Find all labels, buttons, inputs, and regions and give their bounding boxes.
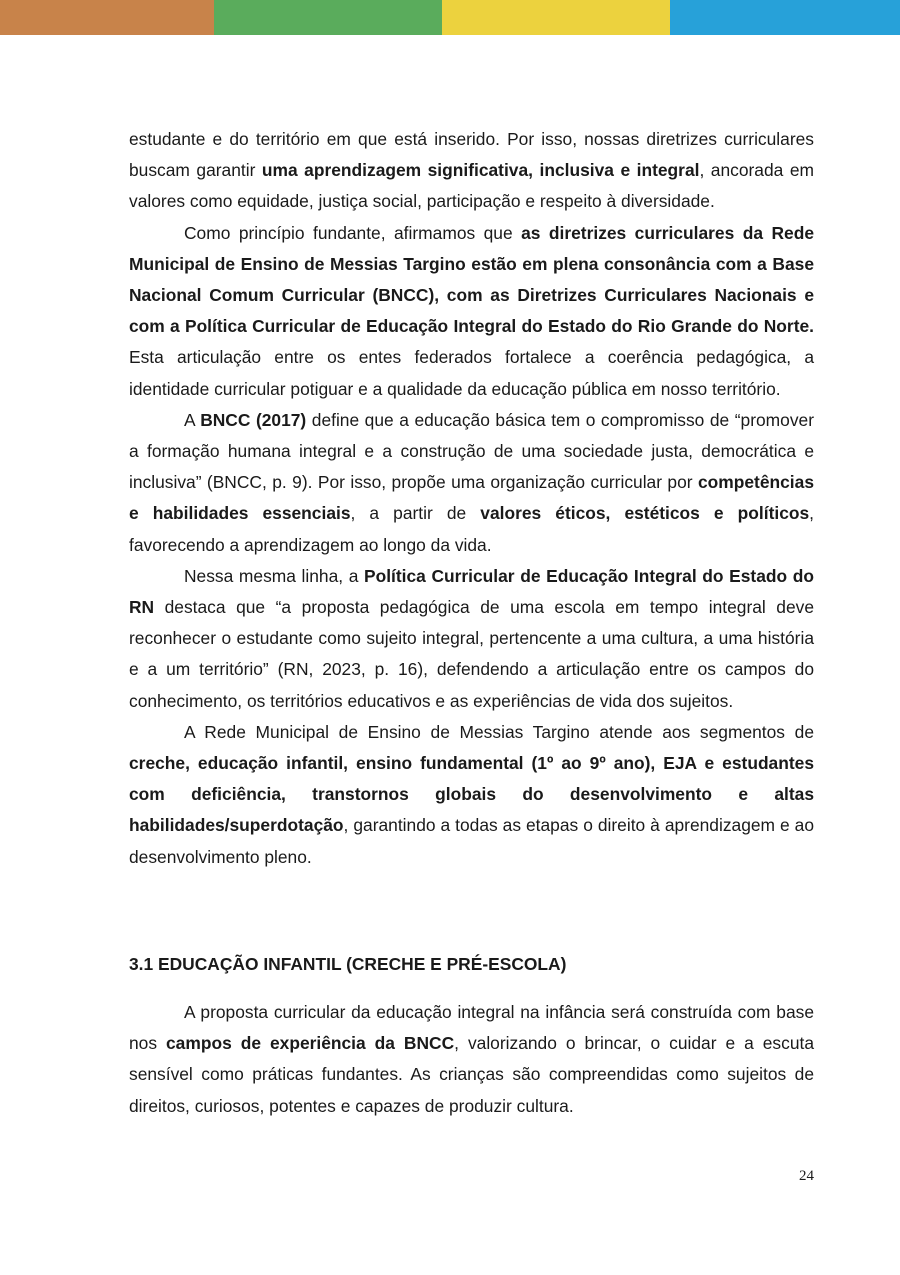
bold-text-run: uma aprendizagem significativa, inclusiva e integral — [261, 160, 700, 181]
header-segment-green — [214, 0, 442, 35]
text-run: destaca que “a proposta pedagógica de uma escola em tempo integral deve reconhecer o estudante como sujeito integral, pertencente a uma cultura, a uma história e a um território” (RN, 2023, p. 16), defendendo a articulação entre os campos do conhecimento, os territórios educativos e as experiências de vida dos sujeitos. — [129, 597, 814, 711]
text-run: , favorecendo a aprendizagem ao longo da vida. — [129, 503, 815, 555]
text-run: A proposta curricular da educação integral na infância será construída com base nos — [129, 1002, 814, 1054]
text-run: A Rede Municipal de Ensino de Messias Targino atende aos segmentos de — [184, 721, 814, 742]
text-run: , a partir de — [350, 503, 481, 524]
text-run: Nessa mesma linha, a — [184, 565, 364, 586]
text-run: define que a educação básica tem o compromisso de “promover a formação humana integral e a construção de uma sociedade justa, democrática e inclusiva” (BNCC, p. 9). Por isso, propõe uma organização curricular por — [129, 409, 814, 493]
text-run: , ancorada em valores como equidade, justiça social, participação e respeito à diversidade. — [129, 160, 814, 212]
header-color-bar — [0, 0, 900, 35]
bold-text-run: valores éticos, estéticos e políticos — [480, 503, 810, 524]
text-run: A — [184, 409, 201, 430]
text-run: , valorizando o brincar, o cuidar e a escuta sensível como práticas fundantes. As crianças são compreendidas como sujeitos de direitos, curiosos, potentes e capazes de produzir cultura. — [129, 1033, 814, 1116]
document-body — [129, 124, 814, 873]
paragraph-continuation — [129, 124, 814, 218]
paragraph-principle — [129, 218, 814, 405]
paragraph-segments — [129, 717, 814, 873]
paragraph-politica-rn — [129, 561, 814, 717]
bold-text-run: competências e habilidades essenciais — [129, 472, 814, 524]
text-run: estudante e do território em que está inserido. Por isso, nossas diretrizes curriculares buscam garantir — [129, 129, 814, 181]
text-run: Esta articulação entre os entes federados fortalece a coerência pedagógica, a identidade curricular potiguar e a qualidade da educação pública em nosso território. — [129, 347, 814, 399]
header-segment-yellow — [442, 0, 670, 35]
text-run: , garantindo a todas as etapas o direito à aprendizagem e ao desenvolvimento pleno. — [129, 815, 814, 867]
header-segment-orange — [0, 0, 214, 35]
bold-text-run: Política Curricular de Educação Integral do Estado do RN — [129, 565, 814, 618]
page-number: 24 — [799, 1168, 814, 1184]
bold-text-run: campos de experiência da BNCC — [166, 1033, 455, 1054]
section-title: 3.1 EDUCAÇÃO INFANTIL (CRECHE E PRÉ-ESCOLA) — [129, 954, 567, 974]
paragraph-bncc — [129, 405, 814, 561]
bold-text-run: BNCC (2017) — [200, 409, 307, 430]
header-segment-blue — [670, 0, 900, 35]
section-paragraph — [129, 997, 814, 1122]
bold-text-run: creche, educação infantil, ensino fundamental (1º ao 9º ano), EJA e estudantes com deficiência, transtornos globais do desenvolvimento e altas habilidades/superdotação — [129, 753, 814, 836]
bold-text-run: as diretrizes curriculares da Rede Municipal de Ensino de Messias Targino estão em plena consonância com a Base Nacional Comum Curricular (BNCC), com as Diretrizes Curriculares Nacionais e com a Política Curricular de Educação Integral do Estado do Rio Grande do Norte. — [129, 222, 814, 337]
text-run: Como princípio fundante, afirmamos que — [184, 222, 522, 243]
